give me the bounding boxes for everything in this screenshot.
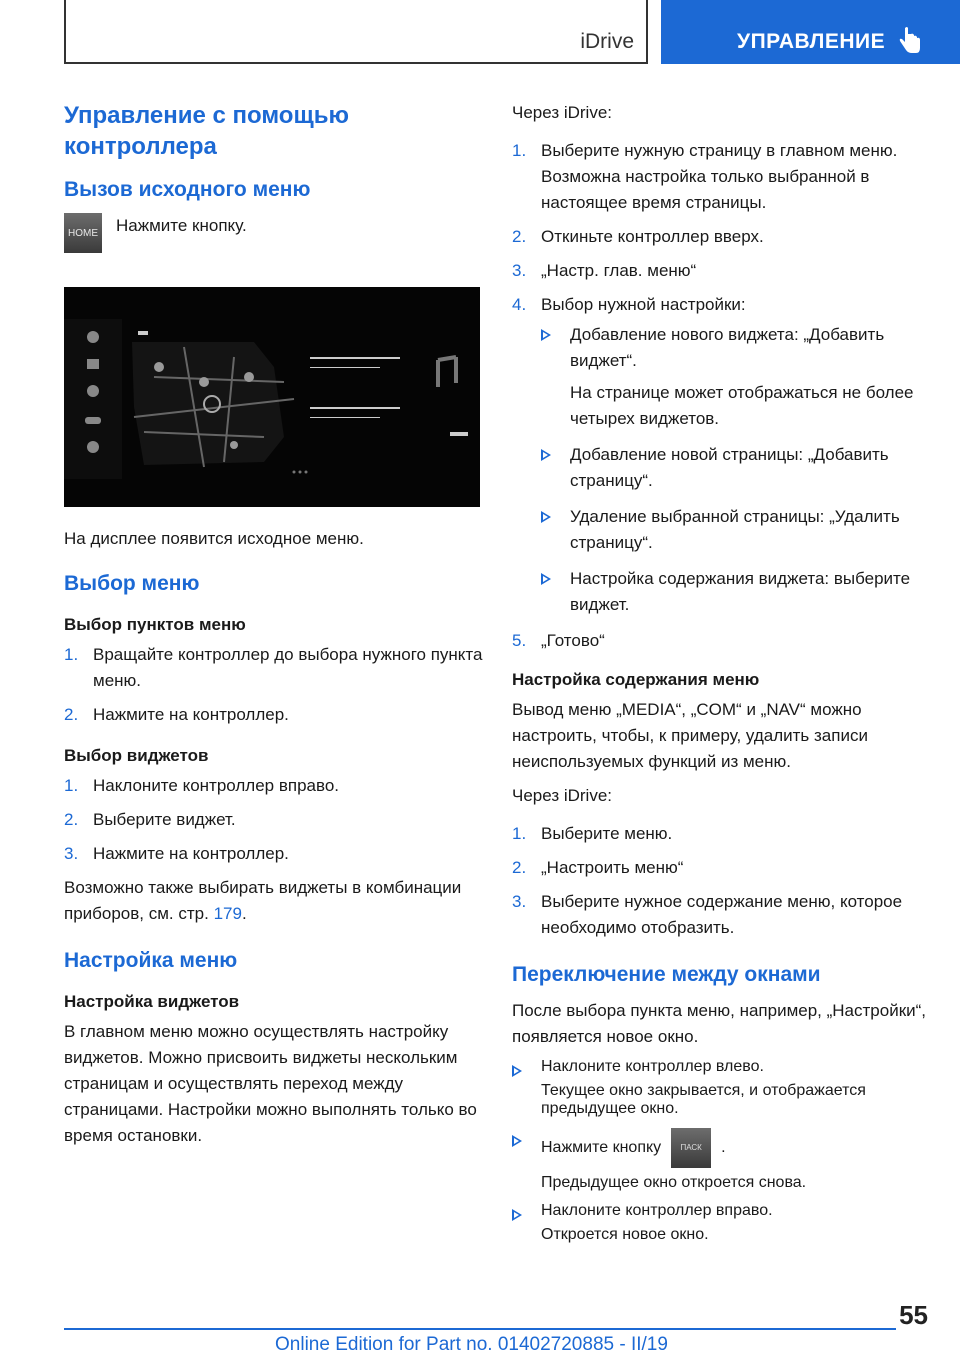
- idrive-home-screen-image: [64, 287, 480, 507]
- widget-settings-text: В главном меню можно осуществлять настройку виджетов. Можно присвоить виджеты нескольким страницам и осуществлять переход между страницами. Настройки можно выполнять только во время остановки.: [64, 1022, 477, 1145]
- menu-content-text: Вывод меню „MEDIA“, „COM“ и „NAV“ можно настроить, чтобы, к примеру, удалить записи неиспользуемых функций из меню.: [512, 700, 868, 771]
- list-item: 3. Выберите нужное содержание меню, которое необходимо отобразить.: [512, 892, 903, 937]
- heading-select-items: Выбор пунктов меню: [64, 615, 246, 634]
- option-item: Нажмите кнопку ПАСК . Предыдущее окно откроется снова.: [512, 1128, 932, 1192]
- combi-text: Возможно также выбирать виджеты в комбинации приборов, см. стр. 179.: [64, 878, 462, 923]
- list-item: 1. Выберите меню.: [512, 824, 673, 843]
- media-icon: [87, 359, 99, 369]
- list-item: 1. Вращайте контроллер до выбора нужного пункта меню.: [64, 645, 483, 690]
- list-item: 2. Нажмите на контроллер.: [64, 705, 289, 724]
- option-item: Удаление выбранной страницы: „Удалить страницу“.: [541, 504, 932, 556]
- option-item: Настройка содержания виджета: выберите виджет.: [541, 566, 932, 618]
- options-list: [541, 322, 932, 618]
- steps-list: [512, 138, 932, 654]
- hand-pointer-icon: [897, 26, 923, 54]
- page-title: Управление с помощью контроллера: [64, 102, 349, 160]
- triangle-bullet-icon: [512, 1209, 522, 1221]
- home-instruction: [64, 213, 484, 253]
- heading-home-menu: Вызов исходного меню: [64, 178, 311, 201]
- list-item: 3. Нажмите на контроллер.: [64, 844, 289, 863]
- triangle-bullet-icon: [541, 511, 551, 523]
- option-item: Наклоните контроллер влево. Текущее окно закрывается, и отображается предыдущее окно.: [512, 1058, 932, 1118]
- list-item: 4. Выбор нужной настройки: Добавление нового виджета: „Добавить виджет“. На странице может отображаться не более четырех виджетов. Добавление новой страницы: „Добавить страницу“. Удаление выбранной страницы: „Удалить страницу“. Настройка содержания виджета: выберите виджет.: [512, 292, 932, 618]
- list-item: 1. Наклоните контроллер вправо.: [64, 776, 340, 795]
- right-column: [512, 100, 932, 1254]
- home-button-image: HOME: [64, 213, 102, 253]
- option-item: Добавление новой страницы: „Добавить страницу“.: [541, 442, 932, 494]
- list-item: 1. Выберите нужную страницу в главном меню. Возможна настройка только выбранной в настоящее время страницы.: [512, 141, 898, 212]
- phone-icon: [87, 385, 99, 397]
- header-chapter-tab: [661, 0, 960, 64]
- switch-list: [512, 1058, 932, 1244]
- select-items-list: [64, 642, 484, 728]
- section-label: iDrive: [580, 30, 634, 53]
- steps2-list: [512, 821, 932, 941]
- list-item: 2. Выберите виджет.: [64, 810, 236, 829]
- left-column: [64, 100, 484, 1157]
- heading-menu-content: Настройка содержания меню: [512, 670, 760, 689]
- screen-caption: На дисплее появится исходное меню.: [64, 529, 364, 548]
- list-item: 3. „Настр. глав. меню“: [512, 261, 697, 280]
- header-section-tab: [64, 0, 648, 64]
- triangle-bullet-icon: [541, 573, 551, 585]
- via-idrive-text: Через iDrive:: [512, 103, 613, 122]
- switch-text: После выбора пункта меню, например, „Настройки“, появляется новое окно.: [512, 1001, 927, 1046]
- triangle-bullet-icon: [541, 329, 551, 341]
- list-item: 5. „Готово“: [512, 631, 605, 650]
- music-icon: [87, 331, 99, 343]
- apps-icon: [87, 441, 99, 453]
- heading-switch-windows: Переключение между окнами: [512, 963, 821, 986]
- heading-widget-settings: Настройка виджетов: [64, 992, 240, 1011]
- via-idrive-text-2: Через iDrive:: [512, 786, 613, 805]
- option-item: Добавление нового виджета: „Добавить виджет“. На странице может отображаться не более четырех виджетов.: [541, 322, 932, 432]
- footer-edition: Online Edition for Part no. 01402720885 - II/19: [275, 1334, 668, 1355]
- home-instruction-text: Нажмите кнопку.: [116, 216, 247, 235]
- triangle-bullet-icon: [512, 1135, 522, 1147]
- page-number: 55: [899, 1300, 928, 1330]
- heading-menu-settings: Настройка меню: [64, 949, 238, 972]
- chapter-label: УПРАВЛЕНИЕ: [737, 30, 886, 53]
- back-button-image: ПАСК: [671, 1128, 711, 1168]
- list-item: 2. „Настроить меню“: [512, 858, 684, 877]
- heading-select-widgets: Выбор виджетов: [64, 746, 209, 765]
- list-item: 2. Откиньте контроллер вверх.: [512, 227, 764, 246]
- option-item: Наклоните контроллер вправо. Откроется новое окно.: [512, 1202, 932, 1244]
- footer-divider: [64, 1328, 896, 1330]
- heading-select-menu: Выбор меню: [64, 572, 200, 595]
- page-reference-link[interactable]: 179: [213, 904, 242, 923]
- triangle-bullet-icon: [512, 1065, 522, 1077]
- car-icon: [85, 417, 101, 424]
- select-widgets-list: [64, 773, 484, 867]
- triangle-bullet-icon: [541, 449, 551, 461]
